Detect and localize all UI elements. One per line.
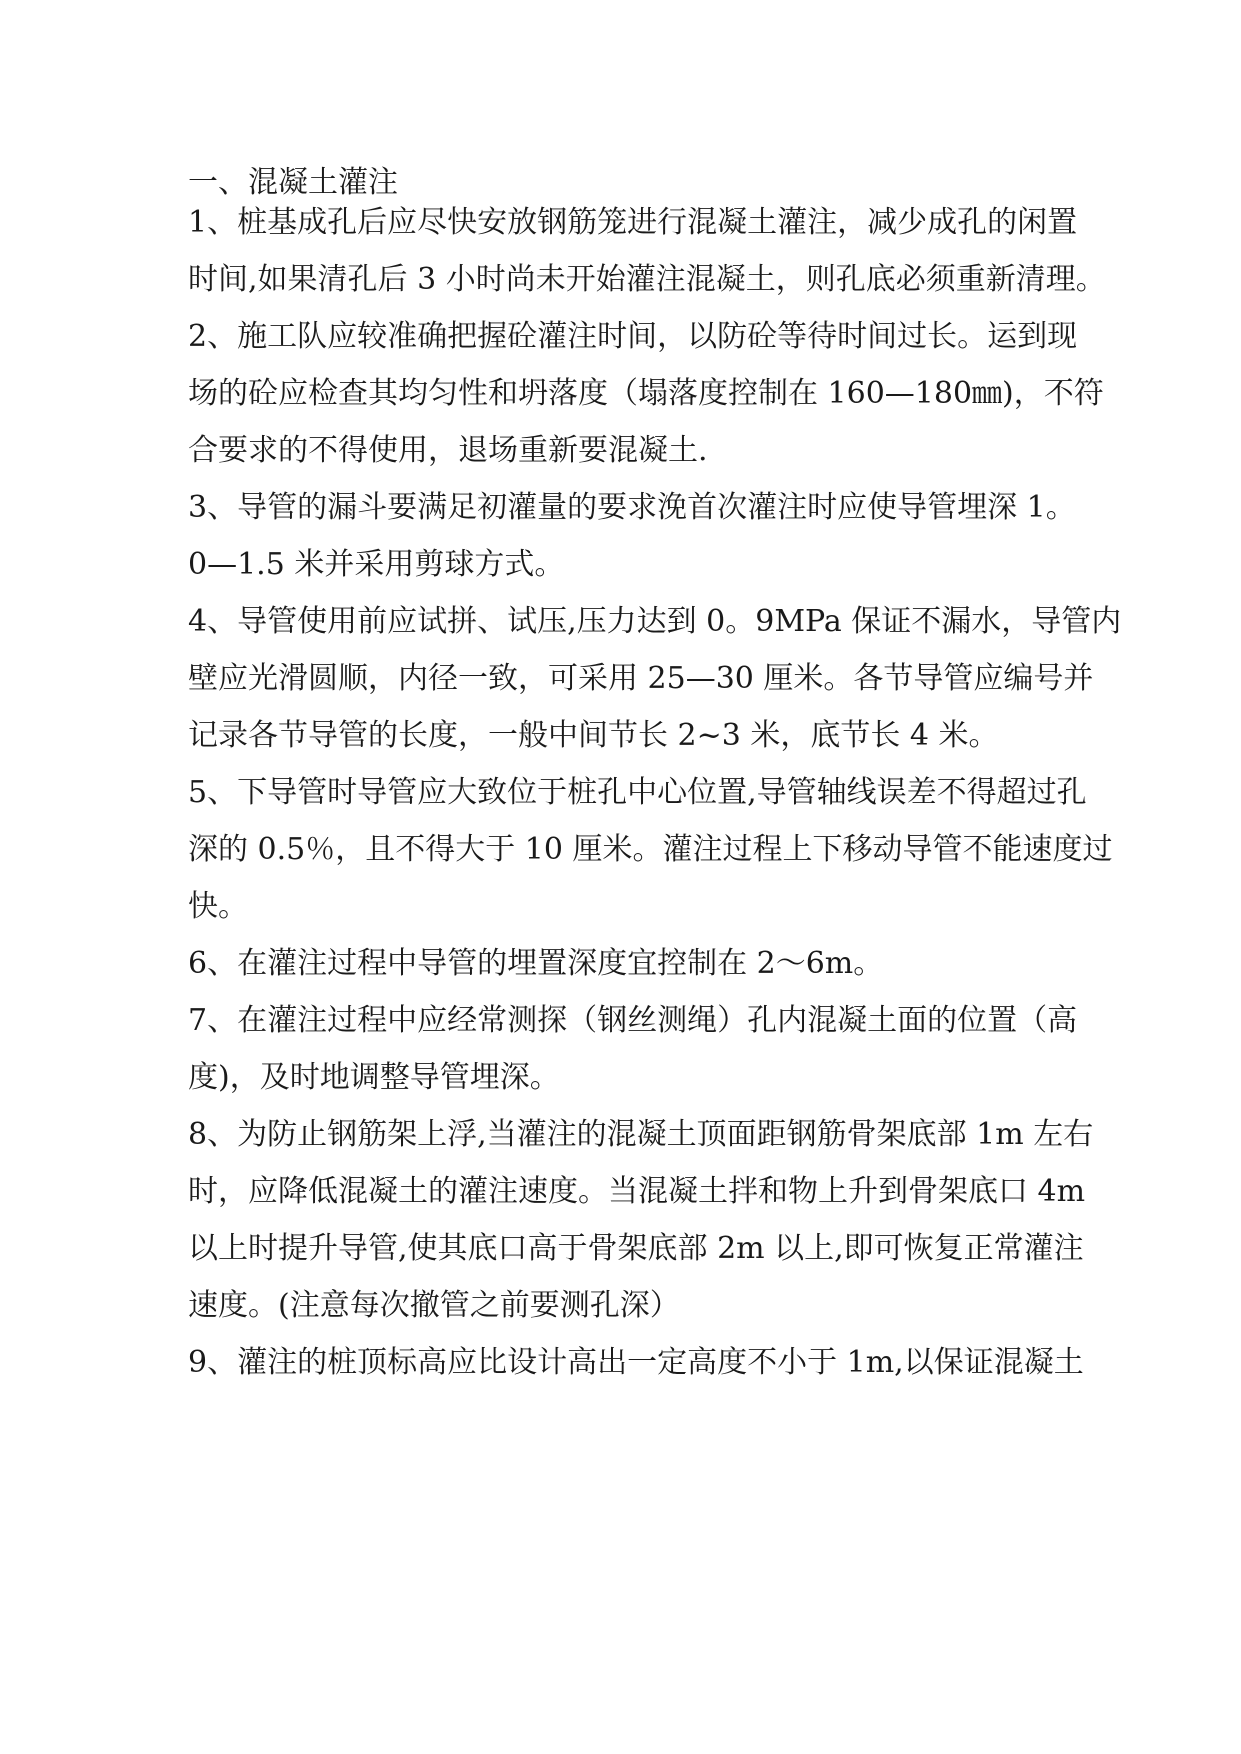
- section-heading: 一、混凝土灌注: [188, 165, 398, 200]
- text-line: 以上时提升导管,使其底口高于骨架底部 2m 以上,即可恢复正常灌注: [188, 1231, 1084, 1266]
- text-line: 合要求的不得使用，退场重新要混凝土.: [188, 433, 708, 468]
- text-line: 5、下导管时导管应大致位于桩孔中心位置,导管轴线误差不得超过孔: [188, 775, 1087, 810]
- text-line: 6、在灌注过程中导管的埋置深度宜控制在 2～6m。: [188, 946, 884, 981]
- text-line: 1、桩基成孔后应尽快安放钢筋笼进行混凝土灌注，减少成孔的闲置: [188, 205, 1078, 240]
- text-line: 3、导管的漏斗要满足初灌量的要求浼首次灌注时应使导管埋深 1。: [188, 490, 1076, 525]
- text-line: 0—1.5 米并采用剪球方式。: [188, 547, 565, 582]
- text-line: 7、在灌注过程中应经常测探（钢丝测绳）孔内混凝土面的位置（高: [188, 1003, 1078, 1038]
- text-line: 2、施工队应较准确把握砼灌注时间，以防砼等待时间过长。运到现: [188, 319, 1078, 354]
- text-line: 9、灌注的桩顶标高应比设计高出一定高度不小于 1m,以保证混凝土: [188, 1345, 1084, 1380]
- text-line: 场的砼应检查其均匀性和坍落度（塌落度控制在 160—180㎜)，不符: [188, 376, 1104, 411]
- text-line: 8、为防止钢筋架上浮,当灌注的混凝土顶面距钢筋骨架底部 1m 左右: [188, 1117, 1094, 1152]
- text-line: 度)，及时地调整导管埋深。: [188, 1060, 560, 1095]
- text-line: 速度。(注意每次撤管之前要测孔深）: [188, 1288, 680, 1323]
- text-line: 快。: [188, 889, 248, 924]
- text-line: 记录各节导管的长度，一般中间节长 2~3 米，底节长 4 米。: [188, 718, 999, 753]
- text-line: 深的 0.5％，且不得大于 10 厘米。灌注过程上下移动导管不能速度过: [188, 832, 1113, 867]
- text-line: 时间,如果清孔后 3 小时尚未开始灌注混凝土，则孔底必须重新清理。: [188, 262, 1106, 297]
- text-line: 4、导管使用前应试拼、试压,压力达到 0。9MPa 保证不漏水，导管内: [188, 604, 1122, 639]
- text-line: 时，应降低混凝土的灌注速度。当混凝土拌和物上升到骨架底口 4m: [188, 1174, 1086, 1209]
- text-line: 壁应光滑圆顺，内径一致，可采用 25—30 厘米。各节导管应编号并: [188, 661, 1094, 696]
